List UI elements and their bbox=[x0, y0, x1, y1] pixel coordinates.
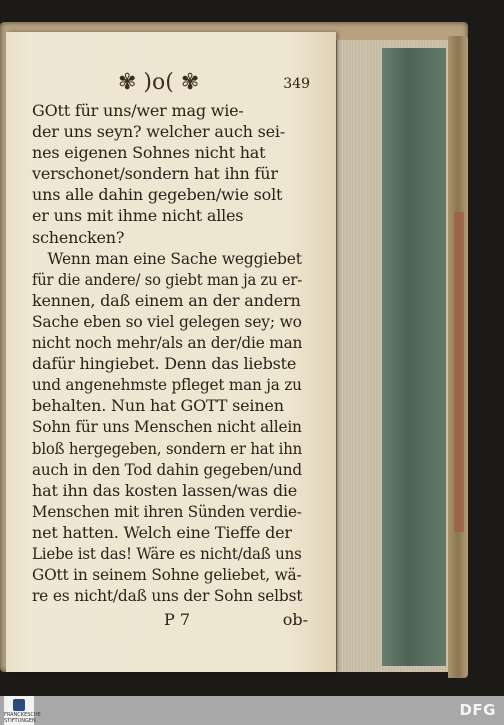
logo-icon bbox=[13, 699, 25, 711]
cover-stain bbox=[454, 212, 464, 532]
text-line: verschonet/sondern hat ihn für bbox=[32, 164, 278, 184]
text-line: auch in den Tod dahin gegeben/und bbox=[32, 459, 302, 479]
text-line: Sache eben so viel gelegen sey; wo bbox=[32, 311, 302, 331]
page-number: 349 bbox=[283, 76, 310, 92]
text-line: uns alle dahin gegeben/wie solt bbox=[32, 185, 283, 205]
text-line: für die andere/ so giebt man ja zu er- bbox=[32, 269, 302, 289]
text-line: Wenn man eine Sache weggiebet bbox=[47, 248, 302, 268]
text-line: schencken? bbox=[32, 227, 125, 247]
text-line: bloß hergegeben, sondern er hat ihn bbox=[32, 438, 302, 458]
text-line: Sohn für uns Menschen nicht allein bbox=[32, 417, 302, 437]
catchword: ob- bbox=[282, 610, 308, 630]
viewer-footer-bar bbox=[0, 696, 504, 725]
institution-logo[interactable] bbox=[4, 696, 41, 725]
page-edge-tint bbox=[382, 48, 446, 666]
text-line: dafür hingiebet. Denn das liebste bbox=[32, 354, 297, 374]
text-line: hat ihn das kosten lassen/was die bbox=[32, 480, 298, 500]
dfg-brand: DFG bbox=[459, 701, 496, 719]
text-line: und angenehmste pfleget man ja zu bbox=[32, 375, 302, 395]
text-line: er uns mit ihme nicht alles bbox=[32, 206, 244, 226]
text-line: nicht noch mehr/als an der/die man bbox=[32, 333, 303, 353]
page-footer-marks bbox=[32, 608, 308, 634]
text-line: kennen, daß einem an der andern bbox=[32, 290, 301, 310]
text-line: nes eigenen Sohnes nicht hat bbox=[32, 143, 266, 163]
text-line: behalten. Nun hat GOTT seinen bbox=[32, 396, 284, 416]
text-line: GOtt für uns/wer mag wie- bbox=[32, 101, 244, 120]
text-line: GOtt in seinem Sohne geliebet, wä- bbox=[32, 565, 302, 585]
book-page bbox=[6, 32, 336, 672]
book bbox=[0, 22, 470, 677]
text-line: net hatten. Welch eine Tieffe der bbox=[32, 522, 292, 542]
text-line: der uns seyn? welcher auch sei- bbox=[32, 122, 285, 142]
text-line: Liebe ist das! Wäre es nicht/daß uns bbox=[32, 543, 302, 563]
header-ornament: ✾ )o( ✾ bbox=[118, 70, 200, 95]
signature-mark: P 7 bbox=[164, 610, 191, 630]
text-lines bbox=[32, 100, 302, 606]
logo-text: FRANCKESCHE STIFTUNGEN bbox=[4, 712, 41, 724]
page-header bbox=[32, 70, 310, 100]
page-text-block bbox=[32, 70, 310, 634]
text-line: re es nicht/daß uns der Sohn selbst bbox=[32, 586, 303, 606]
text-line: Menschen mit ihren Sünden verdie- bbox=[32, 501, 302, 521]
